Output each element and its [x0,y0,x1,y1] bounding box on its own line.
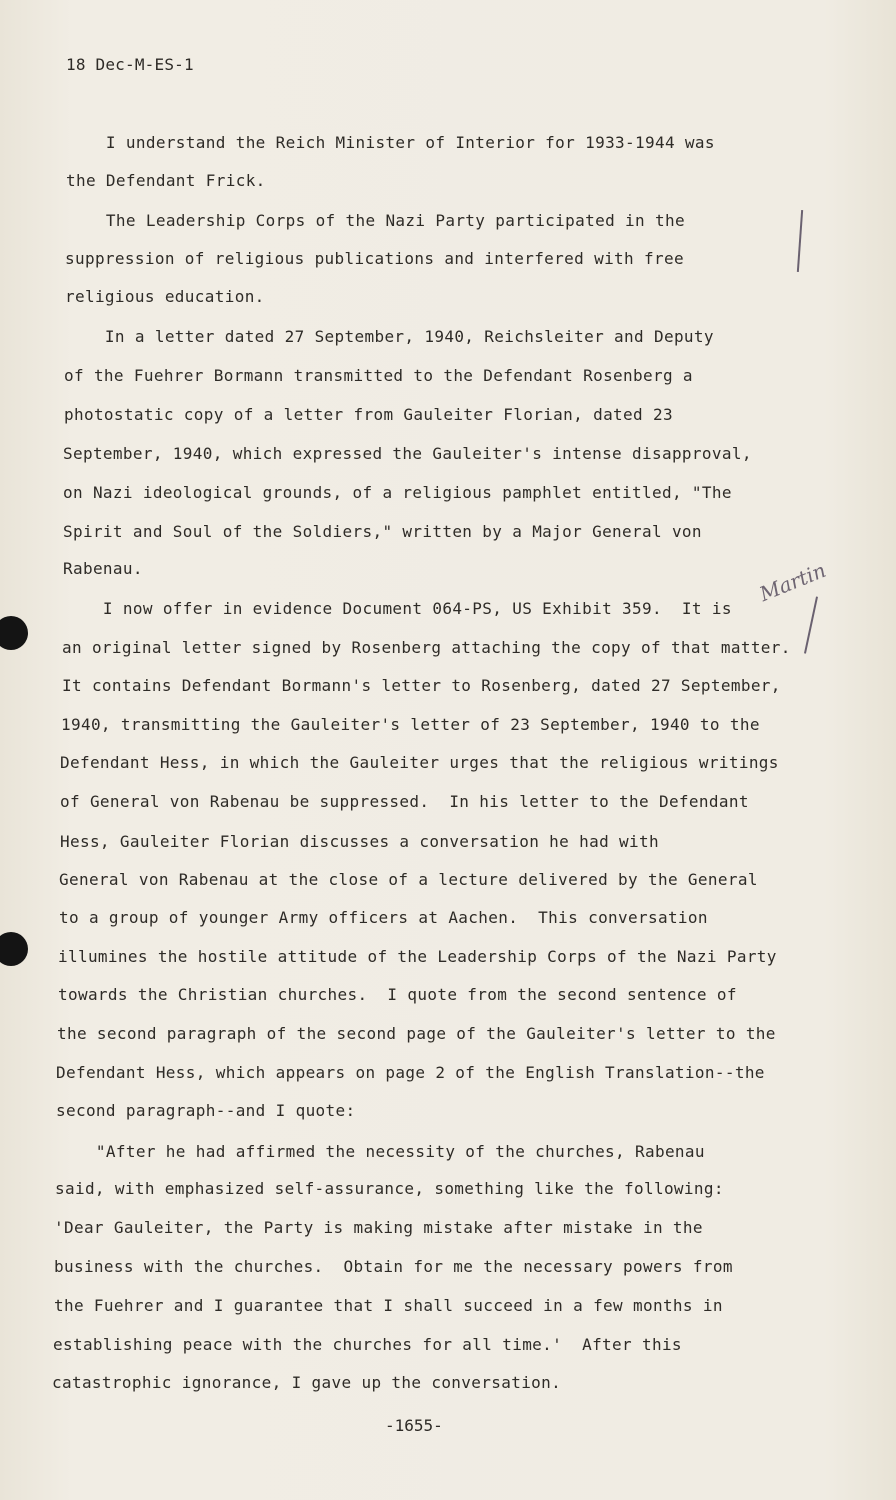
text-line: suppression of religious publications and interfered with free [65,249,684,268]
text-line: of General von Rabenau be suppressed. In his letter to the Defendant [60,792,749,811]
page-number: -1655- [385,1416,443,1435]
text-line: photostatic copy of a letter from Gauleiter Florian, dated 23 [64,405,673,424]
text-line: the second paragraph of the second page of the Gauleiter's letter to the [57,1024,776,1043]
margin-pencil-stroke [804,596,818,653]
text-line: catastrophic ignorance, I gave up the conversation. [52,1373,562,1392]
text-line: 1940, transmitting the Gauleiter's letter of 23 September, 1940 to the [61,715,760,734]
text-line: I understand the Reich Minister of Interior for 1933-1944 was [66,133,715,152]
text-line: Rabenau. [63,559,143,578]
punch-hole [0,932,28,966]
margin-pencil-stroke [797,210,803,272]
text-line: Defendant Hess, in which the Gauleiter urges that the religious writings [60,753,779,772]
text-line: business with the churches. Obtain for me the necessary powers from [54,1257,733,1276]
text-line: an original letter signed by Rosenberg attaching the copy of that matter. [62,638,791,657]
text-line: towards the Christian churches. I quote from the second sentence of [58,985,737,1004]
text-line: It contains Defendant Bormann's letter to Rosenberg, dated 27 September, [62,676,781,695]
text-line: on Nazi ideological grounds, of a religious pamphlet entitled, "The [63,483,732,502]
text-line: the Fuehrer and I guarantee that I shall succeed in a few months in [54,1296,723,1315]
text-line: General von Rabenau at the close of a lecture delivered by the General [59,870,758,889]
text-line: establishing peace with the churches for all time.' After this [53,1335,682,1354]
text-line: September, 1940, which expressed the Gauleiter's intense disapproval, [63,444,752,463]
text-line: to a group of younger Army officers at Aachen. This conversation [59,908,708,927]
text-line: said, with emphasized self-assurance, something like the following: [55,1179,724,1198]
text-line: The Leadership Corps of the Nazi Party participated in the [66,211,685,230]
text-line: 'Dear Gauleiter, the Party is making mistake after mistake in the [54,1218,703,1237]
document-header: 18 Dec-M-ES-1 [66,55,194,74]
text-line: "After he had affirmed the necessity of the churches, Rabenau [56,1142,705,1161]
text-line: Defendant Hess, which appears on page 2 of the English Translation--the [56,1063,765,1082]
text-line: In a letter dated 27 September, 1940, Reichsleiter and Deputy [65,327,714,346]
punch-hole [0,616,28,650]
margin-annotation: Martin [756,557,830,607]
text-line: Hess, Gauleiter Florian discusses a conversation he had with [60,832,659,851]
text-line: I now offer in evidence Document 064-PS, US Exhibit 359. It is [63,599,732,618]
text-line: Spirit and Soul of the Soldiers," written by a Major General von [63,522,702,541]
text-line: the Defendant Frick. [66,171,266,190]
text-line: illumines the hostile attitude of the Leadership Corps of the Nazi Party [58,947,777,966]
text-line: of the Fuehrer Bormann transmitted to the Defendant Rosenberg a [64,366,693,385]
text-line: second paragraph--and I quote: [56,1101,356,1120]
text-line: religious education. [65,287,265,306]
